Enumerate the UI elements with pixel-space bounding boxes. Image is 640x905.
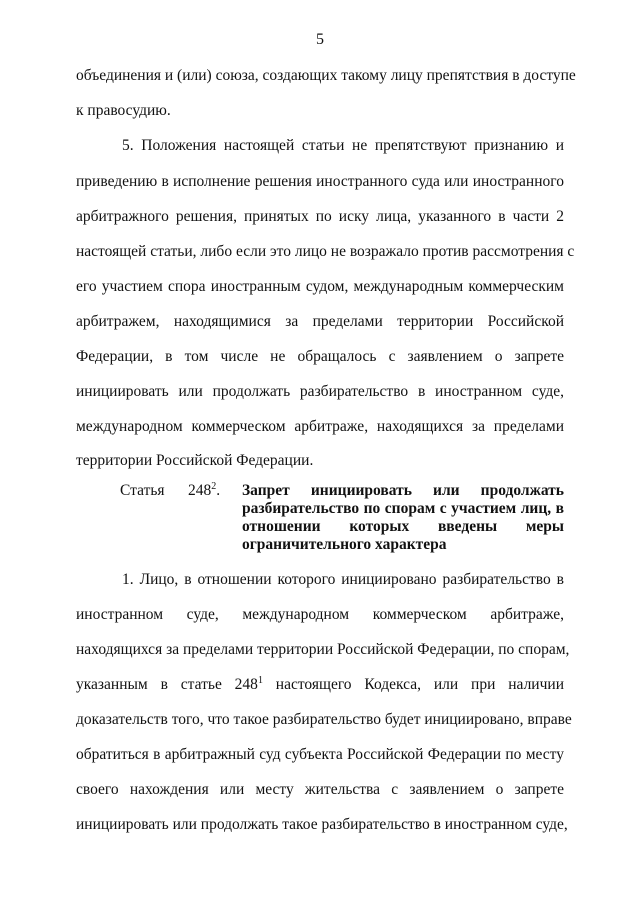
article-title-line: Запрет инициировать или продолжать (242, 482, 564, 499)
text-line: 1. Лицо, в отношении которого инициировано разбирательство в (122, 571, 564, 588)
text-line: приведению в исполнение решения иностранного суда или иностранного (76, 173, 564, 190)
text-line: иностранном суде, международном коммерческом арбитраже, (76, 606, 564, 623)
article-title (242, 482, 564, 554)
text-line: настоящей статьи, либо если это лицо не возражало против рассмотрения с (76, 243, 575, 260)
text-line: инициировать или продолжать разбирательство в иностранном суде, (76, 383, 564, 400)
text-line: территории Российской Федерации. (76, 452, 314, 469)
text-line: международном коммерческом арбитраже, находящихся за пределами (76, 418, 564, 435)
text-line: объединения и (или) союза, создающих такому лицу препятствия в доступе (76, 67, 576, 84)
text-line: к правосудию. (76, 102, 171, 119)
text-line: 5. Положения настоящей статьи не препятствуют признанию и (122, 137, 564, 154)
text-line: доказательств того, что такое разбирательство будет инициировано, вправе (76, 711, 572, 728)
text-line: арбитражем, находящимися за пределами территории Российской (76, 313, 564, 330)
article-title-line: ограничительного характера (242, 536, 447, 553)
text-line: его участием спора иностранным судом, международным коммерческим (76, 278, 564, 295)
text-line: находящихся за пределами территории Российской Федерации, по спорам, (76, 641, 570, 658)
page-number: 5 (316, 31, 324, 48)
text-line: Федерации, в том числе не обращалось с заявлением о запрете (76, 348, 564, 365)
text-line: обратиться в арбитражный суд субъекта Российской Федерации по месту (76, 746, 564, 763)
text-line: своего нахождения или месту жительства с заявлением о запрете (76, 781, 564, 798)
article-title-line: разбирательство по спорам с участием лиц, в (242, 500, 564, 517)
text-line: указанным в статье $248^1$ настоящего Кодекса, или при наличии (76, 674, 564, 693)
article-title-line: отношении которых введены меры (242, 518, 564, 535)
article-label: Статья (120, 482, 165, 499)
article-number: $248^2$. (188, 480, 221, 499)
text-line: арбитражного решения, принятых по иску лица, указанного в части 2 (76, 208, 564, 225)
text-line: инициировать или продолжать такое разбирательство в иностранном суде, (76, 816, 568, 833)
